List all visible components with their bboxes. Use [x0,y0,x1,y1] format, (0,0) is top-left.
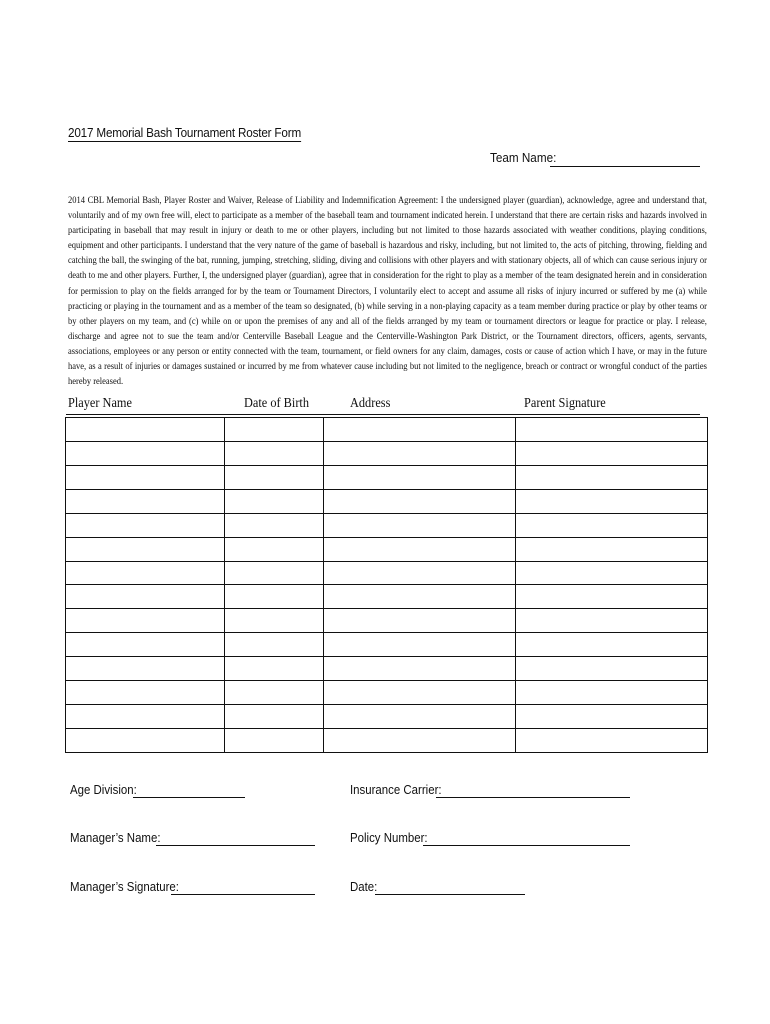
parent-signature-cell[interactable] [516,537,708,561]
table-row [66,537,708,561]
insurance-carrier-label: Insurance Carrier: [350,782,442,797]
managers-name-field[interactable] [156,845,315,846]
date-of-birth-cell[interactable] [225,489,324,513]
date-of-birth-cell[interactable] [225,633,324,657]
parent-signature-cell[interactable] [516,561,708,585]
managers-signature-label: Manager’s Signature: [70,879,179,894]
address-cell[interactable] [324,441,516,465]
parent-signature-cell[interactable] [516,513,708,537]
date-of-birth-cell[interactable] [225,561,324,585]
parent-signature-cell[interactable] [516,465,708,489]
table-row [66,705,708,729]
date-of-birth-cell[interactable] [225,657,324,681]
age-division-label: Age Division: [70,782,137,797]
table-row [66,609,708,633]
date-label: Date: [350,879,378,894]
table-row [66,681,708,705]
parent-signature-cell[interactable] [516,441,708,465]
player-name-cell[interactable] [66,489,225,513]
form-title: 2017 Memorial Bash Tournament Roster Form [68,125,302,140]
date-of-birth-cell[interactable] [225,585,324,609]
date-of-birth-cell[interactable] [225,728,324,752]
player-name-cell[interactable] [66,657,225,681]
age-division-field[interactable] [133,797,245,798]
insurance-carrier-field[interactable] [436,797,630,798]
address-cell[interactable] [324,465,516,489]
address-cell[interactable] [324,705,516,729]
parent-signature-cell[interactable] [516,489,708,513]
date-of-birth-cell[interactable] [225,705,324,729]
team-name-field[interactable] [550,166,700,167]
player-name-cell[interactable] [66,681,225,705]
date-of-birth-cell[interactable] [225,418,324,442]
parent-signature-cell[interactable] [516,728,708,752]
table-row [66,489,708,513]
table-row [66,728,708,752]
address-cell[interactable] [324,609,516,633]
address-cell[interactable] [324,681,516,705]
parent-signature-cell[interactable] [516,609,708,633]
date-of-birth-cell[interactable] [225,681,324,705]
column-header-address: Address [350,396,391,411]
parent-signature-cell[interactable] [516,681,708,705]
date-field[interactable] [375,894,525,895]
player-name-cell[interactable] [66,537,225,561]
table-row [66,561,708,585]
parent-signature-cell[interactable] [516,418,708,442]
table-row [66,465,708,489]
player-name-cell[interactable] [66,441,225,465]
date-of-birth-cell[interactable] [225,465,324,489]
column-header-player-name: Player Name [68,396,132,411]
address-cell[interactable] [324,633,516,657]
player-name-cell[interactable] [66,633,225,657]
address-cell[interactable] [324,585,516,609]
address-cell[interactable] [324,561,516,585]
parent-signature-cell[interactable] [516,705,708,729]
player-name-cell[interactable] [66,585,225,609]
header-underline [66,414,700,415]
date-of-birth-cell[interactable] [225,441,324,465]
address-cell[interactable] [324,728,516,752]
table-row [66,418,708,442]
address-cell[interactable] [324,513,516,537]
player-name-cell[interactable] [66,609,225,633]
roster-table [65,417,708,753]
address-cell[interactable] [324,537,516,561]
policy-number-label: Policy Number: [350,830,428,845]
table-row [66,585,708,609]
table-row [66,513,708,537]
player-name-cell[interactable] [66,418,225,442]
address-cell[interactable] [324,489,516,513]
player-name-cell[interactable] [66,705,225,729]
table-row [66,441,708,465]
player-name-cell[interactable] [66,728,225,752]
parent-signature-cell[interactable] [516,633,708,657]
column-header-parent-signature: Parent Signature [524,396,606,411]
team-name-label: Team Name: [490,150,557,165]
player-name-cell[interactable] [66,513,225,537]
date-of-birth-cell[interactable] [225,609,324,633]
managers-signature-field[interactable] [171,894,315,895]
column-header-date-of-birth: Date of Birth [244,396,310,411]
date-of-birth-cell[interactable] [225,537,324,561]
parent-signature-cell[interactable] [516,585,708,609]
parent-signature-cell[interactable] [516,657,708,681]
managers-name-label: Manager’s Name: [70,830,161,845]
address-cell[interactable] [324,657,516,681]
player-name-cell[interactable] [66,465,225,489]
table-row [66,633,708,657]
date-of-birth-cell[interactable] [225,513,324,537]
table-row [66,657,708,681]
policy-number-field[interactable] [423,845,630,846]
waiver-text: 2014 CBL Memorial Bash, Player Roster and Waiver, Release of Liability and Indemnification Agreement: I the undersigned player (guardian), acknowledge, agree and understand that, voluntarily and of my own free will, elect to participate as a member of the baseball team and tournament indicated herein. I understand that there are certain risks and hazards involved in participating in baseball that may result in injury or death to me or other players, including but not limited to those hazards associated with weather conditions, playing conditions, equipment and other participants. I understand that the very nature of the game of baseball is hazardous and risky, including, but not limited to, the acts of pitching, throwing, fielding and catching the ball, the swinging of the bat, running, jumping, stretching, sliding, diving and collisions with other players and with stationary objects, all of which can cause serious injury or death to me and other players. Further, I, the undersigned player (guardian), agree that in consideration for the right to play as a member of the team designated herein and in consideration for permission to play on the fields arranged for by the team or Tournament Directors, I voluntarily elect to accept and assume all risks of injury incurred or suffered by me (a) while practicing or playing in the tournament and as a member of the team so designated, (b) while serving in a non-playing capacity as a team member during practice or play by other teams or by other players on my team, and (c) while on or upon the premises of any and all of the fields arranged by my team or tournament directors or league for practice or play. I release, discharge and agree not to sue the team and/or Centerville Baseball League and the Centerville-Washington Park District, or the Tournament directors, officers, agents, servants, associations, employees or any person or entity connected with the team, tournament, or field owners for any claim, damages, costs or cause of action which I have, or may in the future have, as a result of injuries or damages sustained or incurred by me from whatever cause including but not limited to the negligence, breach or contract or wrongful conduct of the parties hereby released. [68,196,707,388]
player-name-cell[interactable] [66,561,225,585]
address-cell[interactable] [324,418,516,442]
